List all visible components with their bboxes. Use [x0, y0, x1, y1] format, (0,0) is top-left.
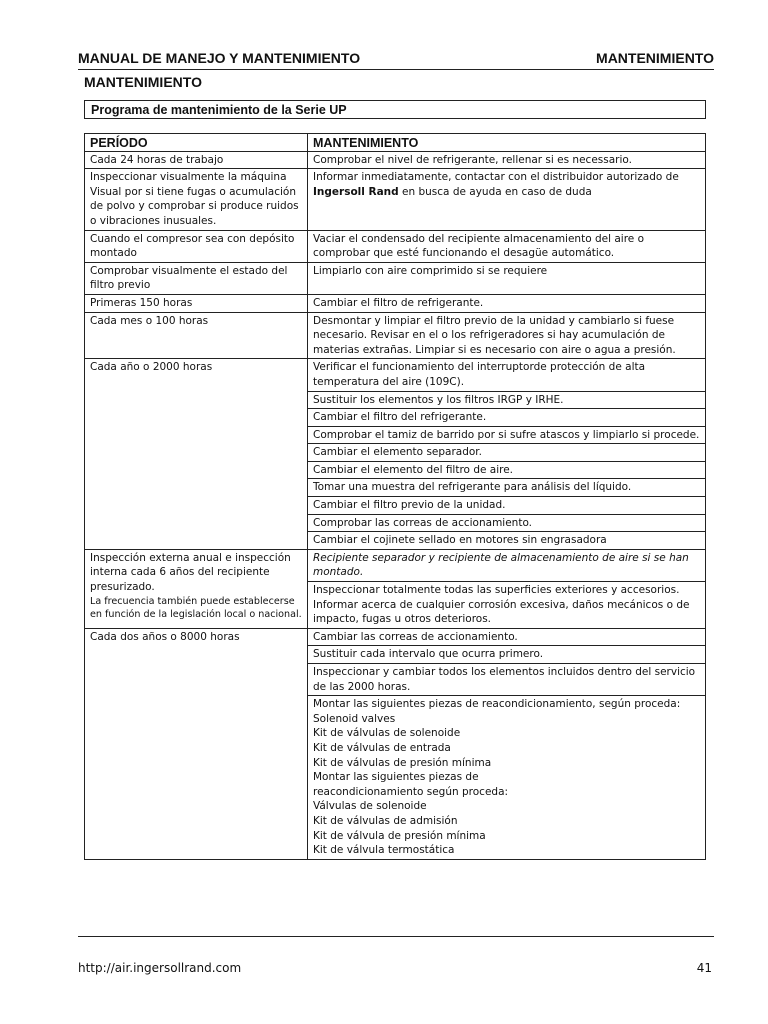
task-cell: Cambiar el filtro de refrigerante. [308, 294, 706, 312]
period-cell [85, 549, 308, 628]
task-cell: Sustituir los elementos y los filtros IRGP y IRHE. [308, 391, 706, 409]
task-cell: Inspeccionar y cambiar todos los elementos incluidos dentro del servicio de las 2000 horas. [308, 664, 706, 696]
task-cell: Cambiar el cojinete sellado en motores sin engrasadora [308, 532, 706, 550]
task-cell: Tomar una muestra del refrigerante para análisis del líquido. [308, 479, 706, 497]
table-title-box [84, 100, 706, 119]
task-line: Montar las siguientes piezas de [313, 771, 479, 784]
task-cell: Comprobar el tamiz de barrido por si sufre atascos y limpiarlo si procede. [308, 426, 706, 444]
task-line: Kit de válvula de presión mínima [313, 829, 486, 842]
task-text: en busca de ayuda en caso de duda [398, 185, 592, 198]
task-cell: Limpiarlo con aire comprimido si se requiere [308, 262, 706, 294]
period-cell: Cuando el compresor sea con depósito montado [85, 230, 308, 262]
period-text: Inspección externa anual e inspección interna cada 6 años del recipiente presurizado. [90, 551, 291, 594]
task-cell: Cambiar el elemento separador. [308, 444, 706, 462]
task-line: reacondicionamiento según proceda: [313, 785, 509, 798]
table-row [85, 294, 706, 312]
task-cell: Comprobar las correas de accionamiento. [308, 514, 706, 532]
period-cell: Comprobar visualmente el estado del filtro previo [85, 262, 308, 294]
table-header-row [85, 134, 706, 152]
task-cell: Sustituir cada intervalo que ocurra primero. [308, 646, 706, 664]
task-cell: Recipiente separador y recipiente de almacenamiento de aire si se han montado. [308, 549, 706, 581]
footer-url: http://air.ingersollrand.com [78, 961, 242, 975]
task-line: Montar las siguientes piezas de reacondicionamiento, según proceda: [313, 698, 681, 711]
task-cell [308, 169, 706, 230]
period-cell: Cada dos años o 8000 horas [85, 628, 308, 859]
task-line: Kit de válvulas de entrada [313, 741, 451, 754]
task-cell [308, 696, 706, 860]
task-line: Kit de válvulas de solenoide [313, 727, 461, 740]
period-cell: Inspeccionar visualmente la máquina Visual por si tiene fugas o acumulación de polvo y comprobar si produce ruidos o vibraciones inusuales. [85, 169, 308, 230]
page-number: 41 [696, 961, 712, 975]
task-cell: Verificar el funcionamiento del interruptorde protección de alta temperatura del aire (109C). [308, 359, 706, 391]
task-text: Informar inmediatamente, contactar con el distribuidor autorizado de [313, 171, 679, 184]
table-title: Programa de mantenimiento de la Serie UP [91, 103, 347, 117]
task-cell: Cambiar el filtro del refrigerante. [308, 409, 706, 427]
period-cell: Primeras 150 horas [85, 294, 308, 312]
column-header-maintenance: MANTENIMIENTO [308, 134, 706, 152]
column-header-period: PERÍODO [85, 134, 308, 152]
table-row [85, 230, 706, 262]
task-line: Kit de válvulas de presión mínima [313, 756, 492, 769]
task-cell: Cambiar las correas de accionamiento. [308, 628, 706, 646]
task-cell: Inspeccionar totalmente todas las superficies exteriores y accesorios. Informar acerca de cualquier corrosión excesiva, daños mecánicos o de impacto, fugas u otros deterioros. [308, 582, 706, 629]
table-row [85, 169, 706, 230]
section-title: MANTENIMIENTO [84, 74, 202, 90]
period-cell: Cada mes o 100 horas [85, 312, 308, 359]
table-row [85, 151, 706, 169]
header-chapter-title: MANTENIMIENTO [596, 50, 714, 66]
period-cell: Cada 24 horas de trabajo [85, 151, 308, 169]
running-header [78, 48, 714, 70]
table-row [85, 628, 706, 646]
task-line: Kit de válvulas de admisión [313, 814, 458, 827]
task-cell: Vaciar el condensado del recipiente almacenamiento del aire o comprobar que esté funcionando el desagüe automático. [308, 230, 706, 262]
task-cell: Comprobar el nivel de refrigerante, rellenar si es necessario. [308, 151, 706, 169]
table-row [85, 549, 706, 581]
footer-rule [78, 936, 714, 937]
maintenance-schedule-table [84, 133, 706, 860]
header-manual-title: MANUAL DE MANEJO Y MANTENIMIENTO [78, 50, 361, 66]
task-cell: Cambiar el filtro previo de la unidad. [308, 497, 706, 515]
table-row [85, 312, 706, 359]
table-row [85, 359, 706, 391]
task-cell: Cambiar el elemento del filtro de aire. [308, 461, 706, 479]
period-note: La frecuencia también puede establecerse en función de la legislación local o nacional. [90, 595, 302, 621]
task-cell: Desmontar y limpiar el filtro previo de la unidad y cambiarlo si fuese necesario. Revisar en el o los refrigeradores si hay acumulación de materias extrañas. Limpiar si es necesario con aire o agua a presión. [308, 312, 706, 359]
brand-name: Ingersoll Rand [313, 185, 399, 198]
task-line: Válvulas de solenoide [313, 800, 427, 813]
task-line: Kit de válvula termostática [313, 844, 455, 857]
task-line: Solenoid valves [313, 712, 396, 725]
period-cell: Cada año o 2000 horas [85, 359, 308, 550]
table-row [85, 262, 706, 294]
